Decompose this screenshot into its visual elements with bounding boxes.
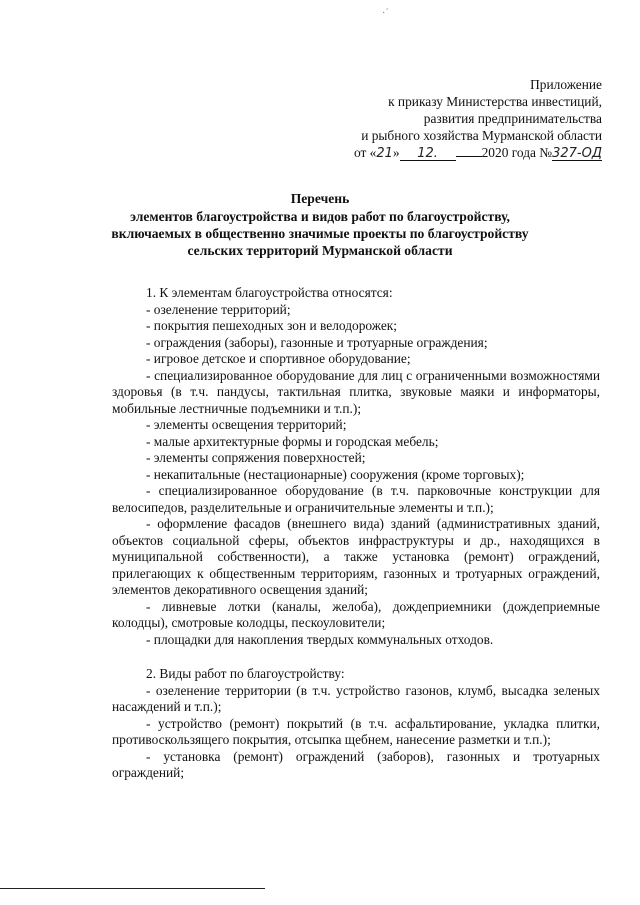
date-month-field — [400, 146, 456, 161]
list-item: - озеленение территории (в т.ч. устройство газонов, клумб, высадка зеленых насаждений и т.п.); — [112, 682, 600, 714]
list-item: - ливневые лотки (каналы, желоба), дождеприемники (дождеприемные колодцы), смотровые колодцы, пескоуловители; — [112, 598, 600, 630]
list-item: - специализированное оборудование для лиц с ограниченными возможностями здоровья (в т.ч. пандусы, тактильная плитка, звуковые маяки и информаторы, мобильные лестничные подъемники и т.п.); — [112, 367, 600, 416]
list-item: - площадки для накопления твердых коммунальных отходов. — [146, 631, 494, 647]
list-item: - устройство (ремонт) покрытий (в т.ч. асфальтирование, укладка плитки, противоскользящего покрытия, отсыпка щебнем, нанесение разметки и т.п.); — [112, 715, 600, 747]
list-item: - специализированное оборудование (в т.ч. парковочные конструкции для велосипедов, разделительные и ограничительные элементы и т.п.); — [112, 483, 600, 515]
header-line-3: развития предпринимательства — [423, 111, 602, 126]
list-item: - установка (ремонт) ограждений (заборов), газонных и тротуарных ограждений; — [112, 748, 600, 780]
section-spacer — [112, 648, 600, 666]
date-month-handwritten: 12. — [417, 146, 438, 161]
footer-rule — [0, 888, 265, 889]
title-line-2: включаемых в общественно значимые проекты по благоустройству — [111, 226, 529, 241]
header-line-1: Приложение — [530, 77, 602, 92]
title-line-3: сельских территорий Мурманской области — [187, 243, 453, 258]
list-item: - озеленение территорий; — [146, 301, 291, 317]
section-1-heading: 1. К элементам благоустройства относятся: — [146, 285, 393, 300]
document-title — [96, 190, 544, 259]
scan-mark: ·ˊ — [382, 8, 389, 19]
title-line-0: Перечень — [290, 191, 350, 206]
document-body — [112, 285, 600, 782]
list-item: - покрытия пешеходных зон и велодорожек; — [146, 318, 398, 333]
date-blank — [456, 156, 482, 157]
list-item: - некапитальные (нестационарные) сооружения (кроме торговых); — [146, 466, 525, 482]
header-line-4: и рыбного хозяйства Мурманской области — [361, 128, 602, 143]
section-2-heading: 2. Виды работ по благоустройству: — [146, 666, 345, 681]
appendix-header — [272, 76, 602, 162]
date-mid: » — [392, 145, 400, 160]
date-day-handwritten: 21 — [376, 146, 393, 161]
date-prefix: от « — [353, 145, 377, 160]
list-item: - элементы освещения территорий; — [146, 417, 347, 432]
date-suffix: 2020 года № — [481, 145, 553, 160]
list-item: - игровое детское и спортивное оборудование; — [146, 351, 411, 366]
header-date-line — [272, 144, 602, 162]
header-line-2: к приказу Министерства инвестиций, — [388, 94, 602, 109]
list-item: - оформление фасадов (внешнего вида) зданий (административных зданий, объектов социальной сферы, объектов инфраструктуры и др., находящихся в муниципальной собственности), а также установка (ремонт) ограждений, прилегающих к общественным территориям, газонных и тротуарных ограждений, элементов декоративного освещения зданий; — [112, 516, 600, 597]
title-line-1: элементов благоустройства и видов работ по благоустройству, — [130, 209, 510, 224]
list-item: - ограждения (заборы), газонные и тротуарные ограждения; — [146, 334, 488, 350]
list-item: - малые архитектурные формы и городская мебель; — [146, 433, 439, 449]
order-number-handwritten: 327-ОД — [552, 146, 602, 161]
list-item: - элементы сопряжения поверхностей; — [146, 450, 366, 465]
